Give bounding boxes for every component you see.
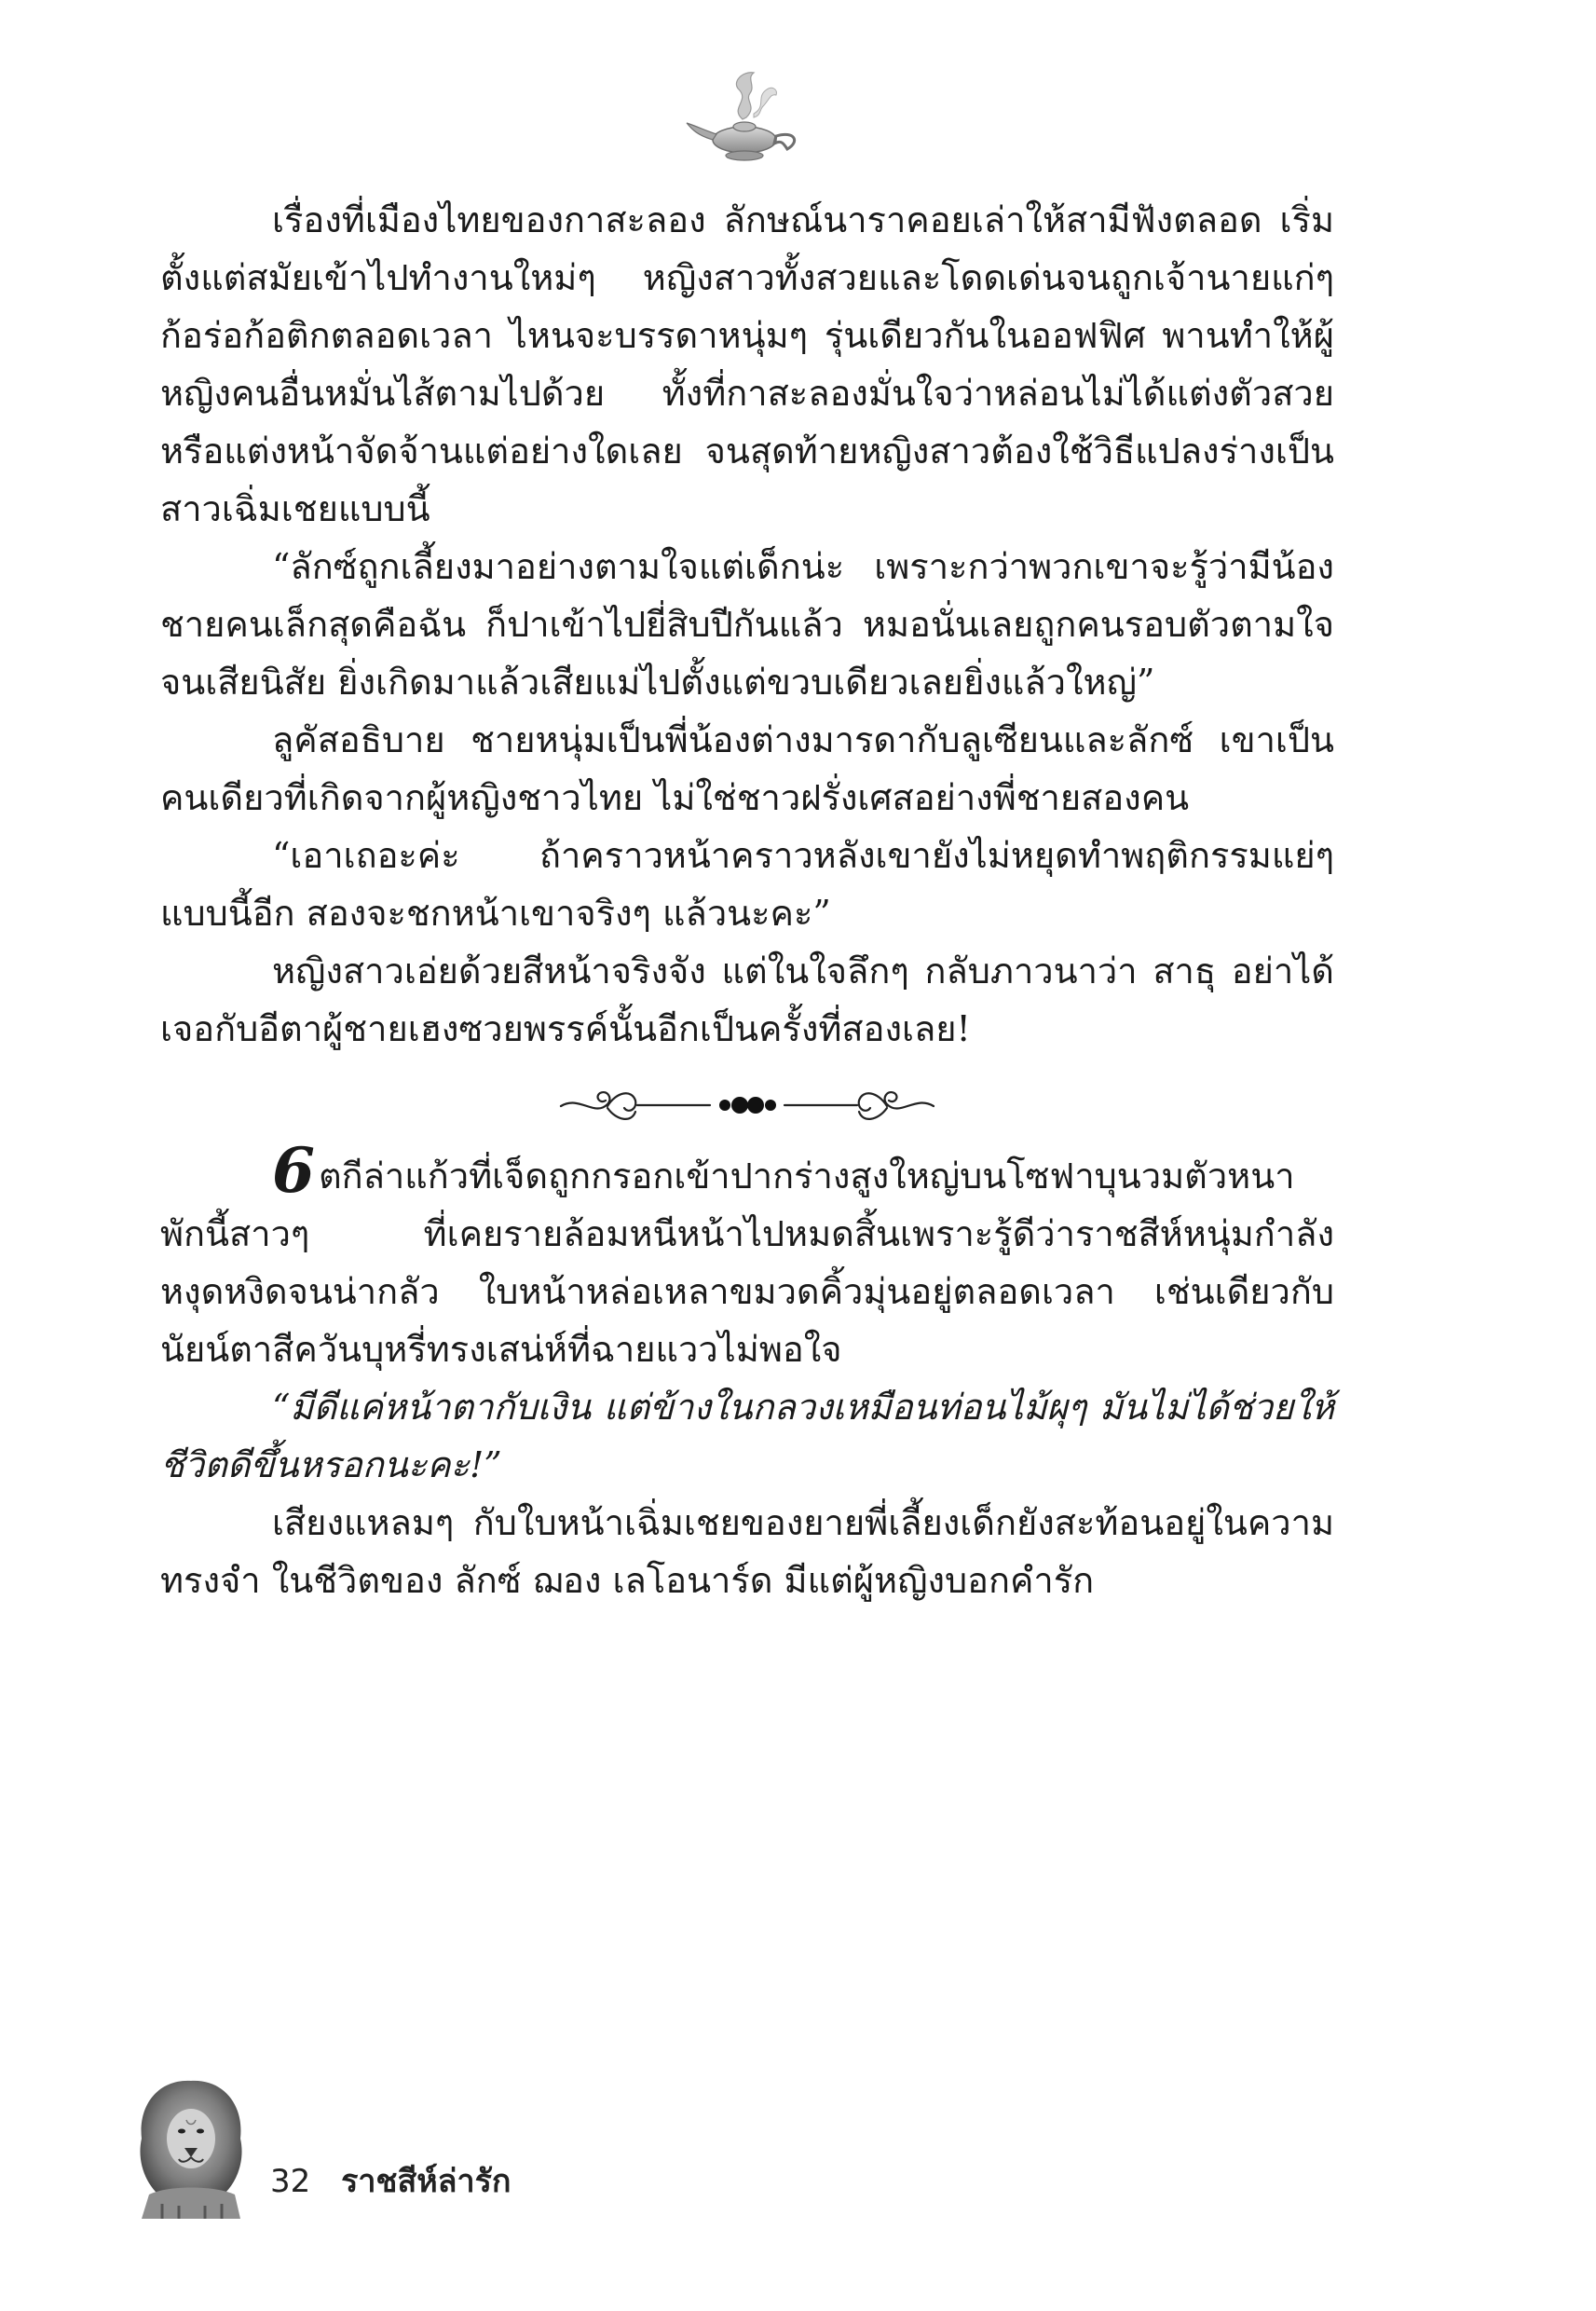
paragraph-1: เรื่องที่เมืองไทยของกาสะลอง ลักษณ์นาราคอยเล่าให้สามีฟังตลอด เริ่มตั้งแต่สมัยเข้าไปทำงานใหม่ๆ หญิงสาวทั้งสวยและโดดเด่นจนถูกเจ้านายแก่ๆ ก้อร่อก้อติกตลอดเวลา ไหนจะบรรดาหนุ่มๆ รุ่นเดียวกันในออฟฟิศ พานทำให้ผู้หญิงคนอื่นหมั่นไส้ตามไปด้วย ทั้งที่กาสะลองมั่นใจว่าหล่อนไม่ได้แต่งตัวสวยหรือแต่งหน้าจัดจ้านแต่อย่างใดเลย จนสุดท้ายหญิงสาวต้องใช้วิธีแปลงร่างเป็นสาวเฉิ่มเชยแบบนี้ <box>160 199 1334 529</box>
body-text <box>160 191 1334 1609</box>
section2-paragraph-1 <box>160 1134 1334 1378</box>
paragraph-3: ลูคัสอธิบาย ชายหนุ่มเป็นพี่น้องต่างมารดากับลูเซียนและลักซ์ เขาเป็นคนเดียวที่เกิดจากผู้หญิงชาวไทย ไม่ใช่ชาวฝรั่งเศสอย่างพี่ชายสองคน <box>160 719 1334 818</box>
paragraph-4: “เอาเถอะค่ะ ถ้าคราวหน้าคราวหลังเขายังไม่หยุดทำพฤติกรรมแย่ๆ แบบนี้อีก สองจะชกหน้าเขาจริงๆ แล้วนะคะ” <box>160 835 1334 934</box>
section2-paragraph-1-text: ตกีล่าแก้วที่เจ็ดถูกกรอกเข้าปากร่างสูงใหญ่บนโซฟาบุนวมตัวหนา พักนี้สาวๆ ที่เคยรายล้อมหนีหน้าไปหมดสิ้นเพราะรู้ดีว่าราชสีห์หนุ่มกำลังหงุดหงิดจนน่ากลัว ใบหน้าหล่อเหลาขมวดคิ้วมุ่นอยู่ตลอดเวลา เช่นเดียวกับนัยน์ตาสีควันบุหรี่ทรงเสน่ห์ที่ฉายแววไม่พอใจ <box>160 1156 1334 1370</box>
drop-cap: 6 <box>272 1134 315 1207</box>
lion-icon <box>130 2073 252 2222</box>
paragraph-5: หญิงสาวเอ่ยด้วยสีหน้าจริงจัง แต่ในใจลึกๆ กลับภาวนาว่า สาธุ อย่าได้เจอกับอีตาผู้ชายเฮงซวยพรรค์นั้นอีกเป็นครั้งที่สองเลย! <box>160 950 1334 1049</box>
page-number: 32 <box>270 2163 311 2200</box>
paragraph-2: “ลักซ์ถูกเลี้ยงมาอย่างตามใจแต่เด็กน่ะ เพราะกว่าพวกเขาจะรู้ว่ามีน้องชายคนเล็กสุดคือฉัน ก็ปาเข้าไปยี่สิบปีกันแล้ว หมอนั่นเลยถูกคนรอบตัวตามใจจนเสียนิสัย ยิ่งเกิดมาแล้วเสียแม่ไปตั้งแต่ขวบเดียวเลยยิ่งแล้วใหญ่” <box>160 546 1334 703</box>
section2-quote: “มีดีแค่หน้าตากับเงิน แต่ข้างในกลวงเหมือนท่อนไม้ผุๆ มันไม่ได้ช่วยให้ชีวิตดีขึ้นหรอกนะคะ!” <box>160 1387 1334 1485</box>
ornamental-divider-icon <box>552 1073 943 1138</box>
book-title: ราชสีห์ล่ารัก <box>341 2163 512 2200</box>
genie-lamp-icon <box>685 65 806 168</box>
footer-text <box>270 2155 511 2206</box>
section2-paragraph-3: เสียงแหลมๆ กับใบหน้าเฉิ่มเชยของยายพี่เลี้ยงเด็กยังสะท้อนอยู่ในความทรงจำ ในชีวิตของ ลักซ์ ฌอง เลโอนาร์ด มีแต่ผู้หญิงบอกคำรัก <box>160 1502 1334 1601</box>
page-footer <box>130 2073 689 2222</box>
